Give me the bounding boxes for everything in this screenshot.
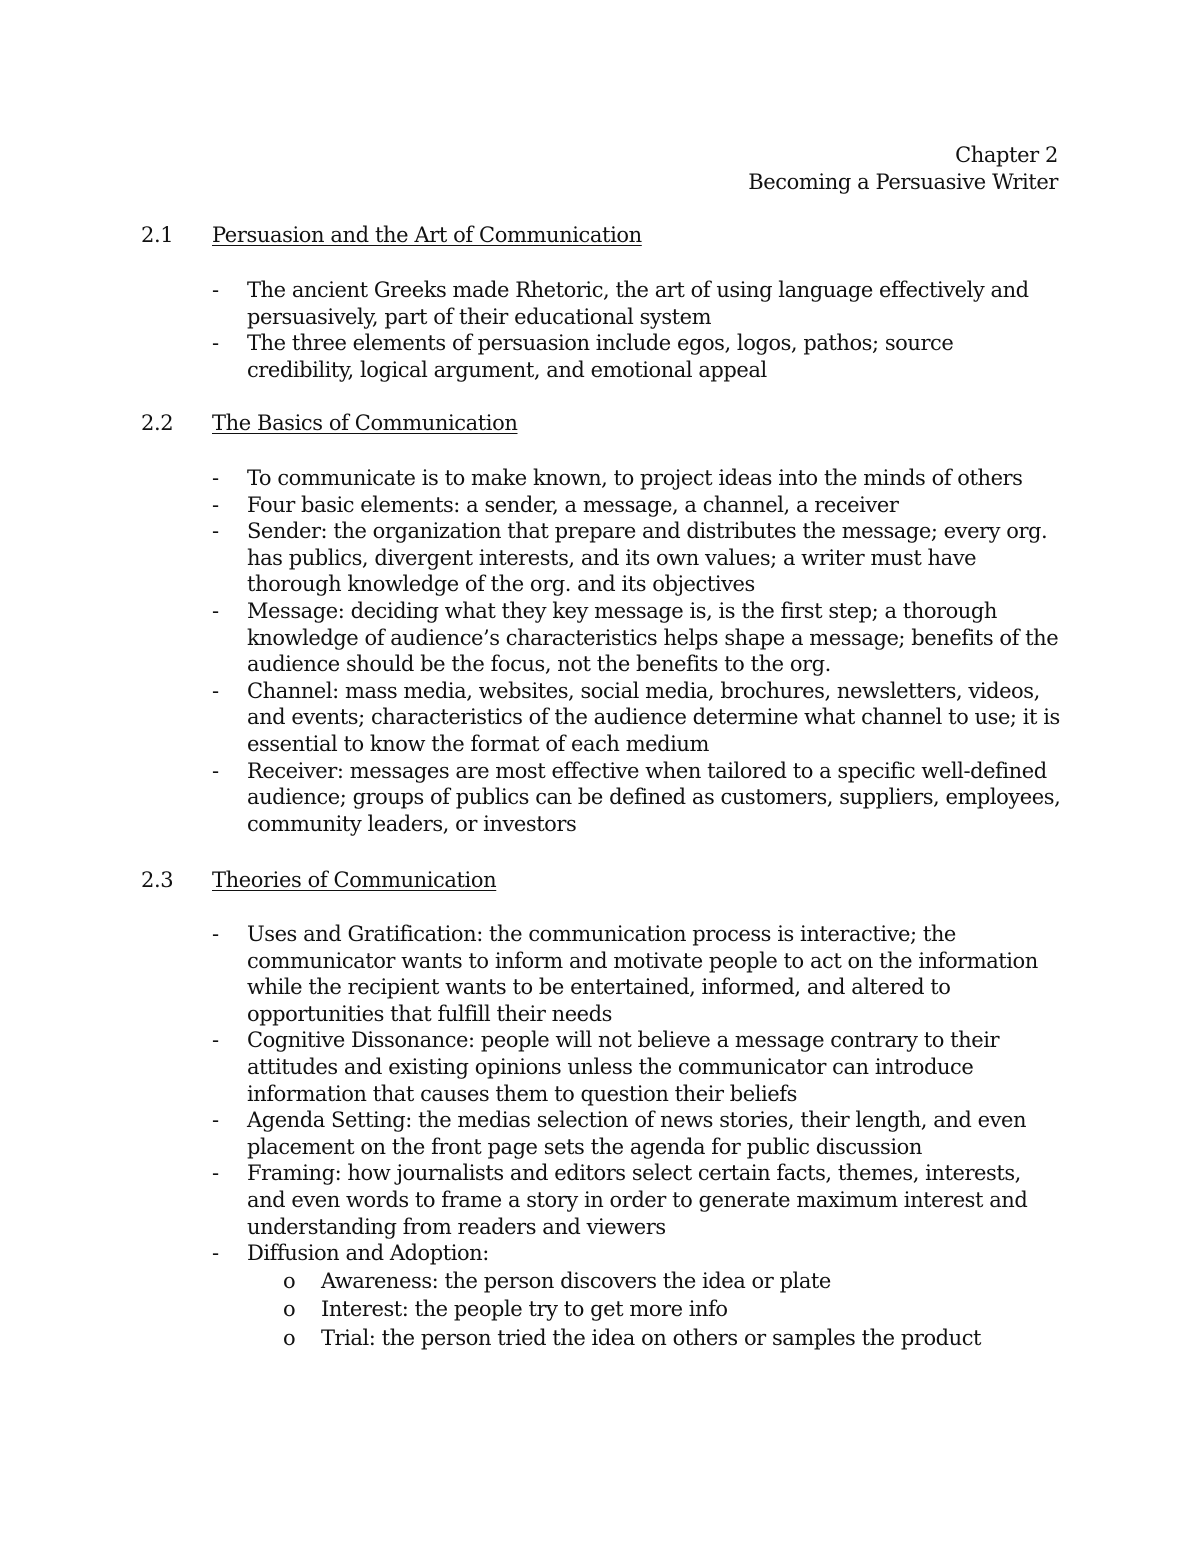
list-item — [212, 1240, 1062, 1352]
list-item — [212, 492, 1062, 519]
section-title: The Basics of Communication — [212, 411, 518, 435]
list-item-text: Framing: how journalists and editors select certain facts, themes, interests, and even words to frame a story in order to generate maximum interest and understanding from readers and viewers — [247, 1161, 1028, 1239]
list-item-text: Agenda Setting: the medias selection of news stories, their length, and even placement on the front page sets the agenda for public discussion — [247, 1108, 1027, 1159]
dash-marker: - — [212, 678, 219, 703]
list-item-text: Four basic elements: a sender, a message, a channel, a receiver — [247, 492, 899, 517]
sub-list-item — [283, 1267, 1063, 1295]
dash-marker: - — [212, 519, 219, 544]
dash-marker: - — [212, 331, 219, 356]
list-item-text: Cognitive Dissonance: people will not believe a message contrary to their attitudes and existing opinions unless the communicator can introduce information that causes them to question their beliefs — [247, 1028, 1000, 1106]
list-item — [212, 1160, 1062, 1240]
list-item — [212, 330, 1062, 383]
dash-marker: - — [212, 466, 219, 490]
list-item — [212, 465, 1062, 492]
list-item-text: Uses and Gratification: the communication process is interactive; the communicator wants to inform and motivate people to act on the information while the recipient wants to be entertained, informed, and altered to opportunities that fulfill their needs — [247, 922, 1038, 1026]
sub-list-item-text: Interest: the people try to get more info — [321, 1297, 728, 1322]
list-item — [212, 758, 1062, 838]
dash-marker: - — [212, 1028, 219, 1053]
dash-marker: - — [212, 598, 219, 623]
list-item — [212, 921, 1062, 1027]
section-title: Theories of Communication — [212, 868, 497, 892]
chapter-number: Chapter 2 — [955, 143, 1058, 167]
dash-marker: - — [212, 1241, 219, 1266]
list-item — [212, 1027, 1062, 1107]
list-item-text: Receiver: messages are most effective when tailored to a specific well-defined audience; groups of publics can be defined as customers, suppliers, employees, community leaders, or investors — [247, 758, 1061, 836]
list-item-text: To communicate is to make known, to project ideas into the minds of others — [247, 466, 1023, 490]
bullet-list — [212, 465, 1062, 837]
list-item — [212, 678, 1062, 758]
sub-list-item — [283, 1295, 1063, 1323]
dash-marker: - — [212, 278, 219, 302]
list-item — [212, 598, 1062, 678]
chapter-header — [748, 142, 1058, 196]
dash-marker: - — [212, 492, 219, 517]
chapter-title: Becoming a Persuasive Writer — [748, 170, 1058, 194]
list-item-text: Diffusion and Adoption: — [247, 1241, 489, 1266]
section-number: 2.3 — [141, 868, 174, 892]
list-item — [212, 518, 1062, 598]
dash-marker: - — [212, 922, 219, 946]
section-number: 2.2 — [141, 411, 174, 435]
sub-bullet-list — [283, 1267, 1063, 1352]
list-item-text: Sender: the organization that prepare and distributes the message; every org. has publics, divergent interests, and its own values; a writer must have thorough knowledge of the org. and its objectives — [247, 519, 1048, 597]
sub-list-item — [283, 1324, 1063, 1352]
sub-list-item-text: Awareness: the person discovers the idea or plate — [321, 1268, 831, 1293]
sub-list-item-text: Trial: the person tried the idea on others or samples the product — [321, 1325, 982, 1350]
dash-marker: - — [212, 758, 219, 783]
section-title: Persuasion and the Art of Communication — [212, 223, 642, 247]
circle-bullet-icon: o — [283, 1297, 296, 1322]
list-item-text: Message: deciding what they key message is, is the first step; a thorough knowledge of audience’s characteristics helps shape a message; benefits of the audience should be the focus, not the benefits to the org. — [247, 598, 1059, 677]
dash-marker: - — [212, 1108, 219, 1133]
list-item-text: The ancient Greeks made Rhetoric, the art of using language effectively and persuasively, part of their educational system — [247, 278, 1029, 329]
bullet-list — [212, 921, 1062, 1352]
list-item-text: The three elements of persuasion include egos, logos, pathos; source credibility, logical argument, and emotional appeal — [247, 331, 954, 382]
dash-marker: - — [212, 1161, 219, 1186]
list-item-text: Channel: mass media, websites, social media, brochures, newsletters, videos, and events; characteristics of the audience determine what channel to use; it is essential to know the format of each medium — [247, 678, 1060, 756]
circle-bullet-icon: o — [283, 1325, 296, 1350]
section-number: 2.1 — [141, 223, 174, 247]
list-item — [212, 1107, 1062, 1160]
bullet-list — [212, 277, 1062, 383]
list-item — [212, 277, 1062, 330]
circle-bullet-icon: o — [283, 1268, 296, 1293]
